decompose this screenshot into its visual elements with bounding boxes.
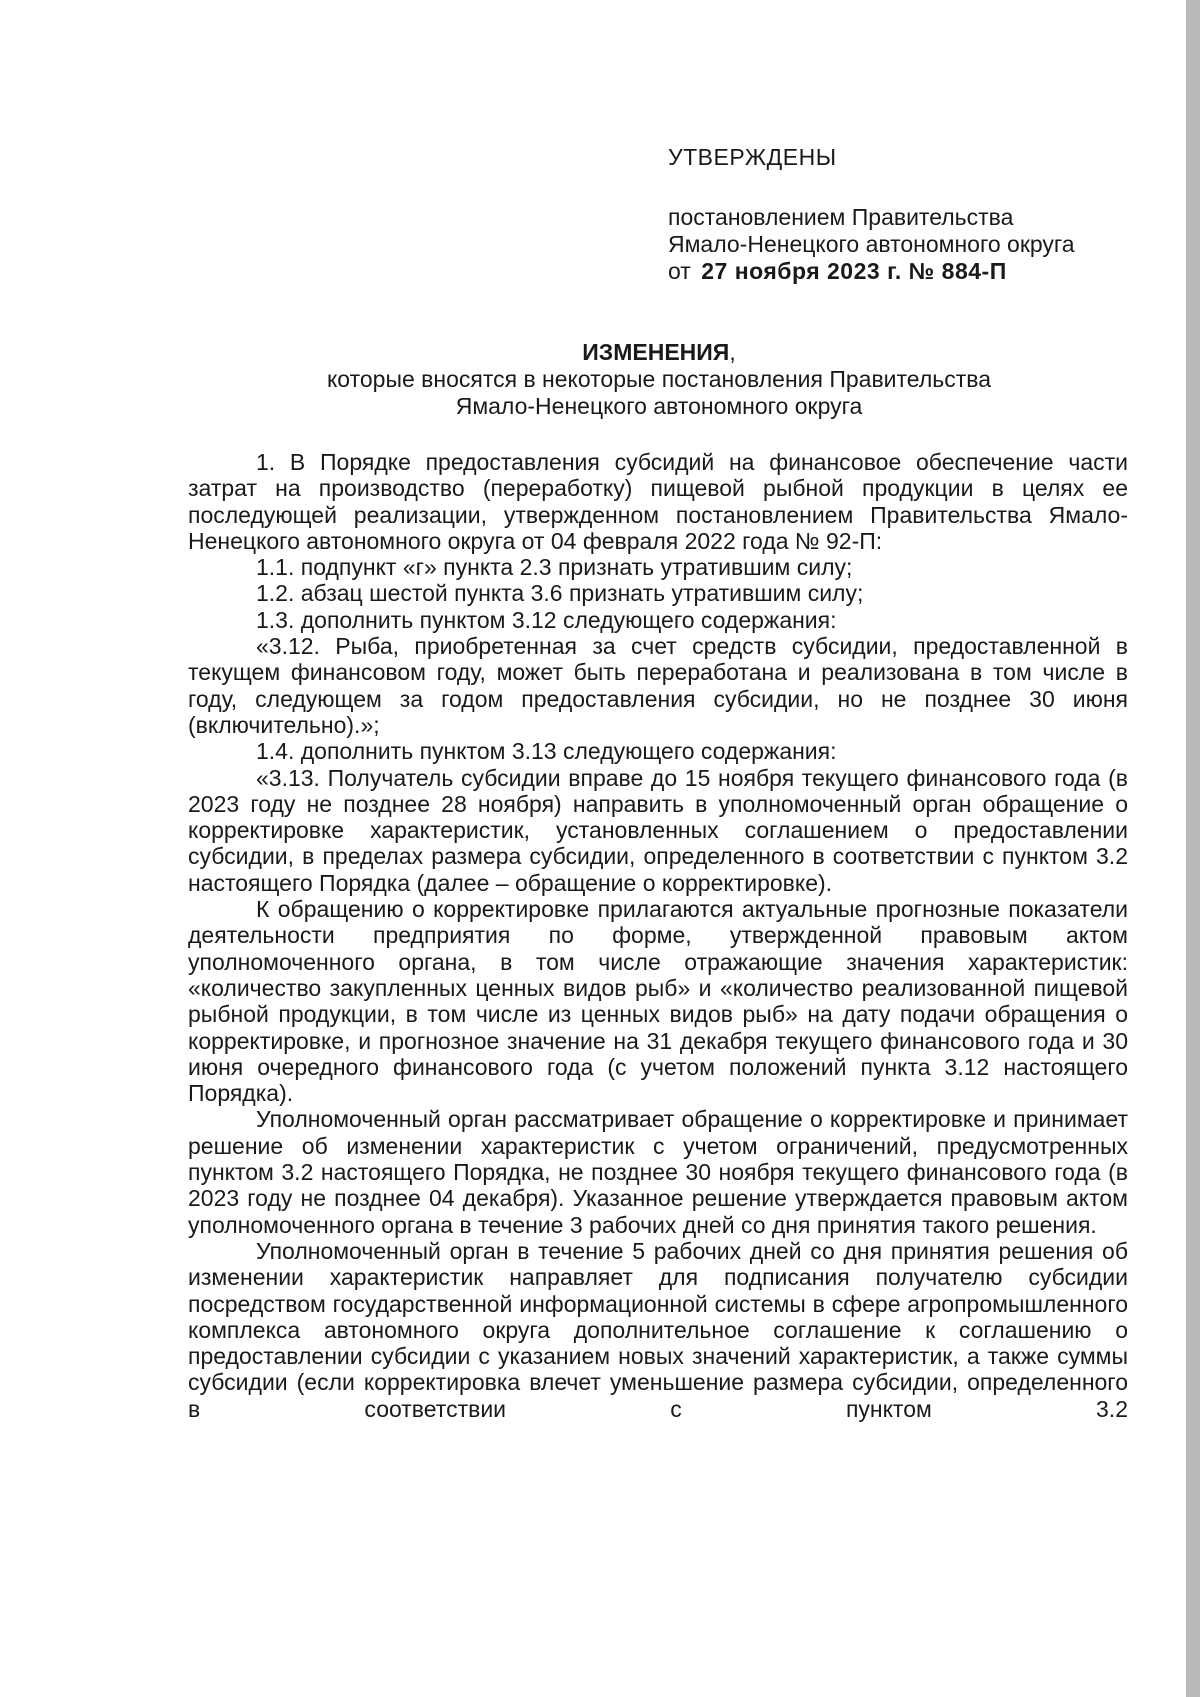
paragraph: Уполномоченный орган в течение 5 рабочих дней со дня принятия решения об изменении характеристик направляет для подписания получателю субсидии посредством государственной информационной системы в сфере агропромышленного комплекса автономного округа дополнительное соглашение к соглашению о предоставлении субсидии с указанием новых значений характеристик, а также суммы субсидии (если корректировка влечет уменьшение размера субсидии, определенного в соответствии с пунктом 3.2 xyxy=(188,1237,1128,1422)
approval-line-2: Ямало-Ненецкого автономного округа xyxy=(668,231,1075,257)
paragraph: 1.4. дополнить пунктом 3.13 следующего содержания: xyxy=(256,738,837,765)
approval-date-prefix: от xyxy=(668,258,691,284)
title-line-2: Ямало-Ненецкого автономного округа xyxy=(455,393,863,419)
approval-date-line xyxy=(668,258,1075,285)
title-heading: ИЗМЕНЕНИЯ xyxy=(582,339,730,365)
paragraph: 1.3. дополнить пунктом 3.12 следующего содержания: xyxy=(256,606,837,633)
approval-line-1: постановлением Правительства xyxy=(668,204,1014,230)
document-body xyxy=(188,449,1128,1422)
document-title xyxy=(190,339,1128,420)
paragraph: К обращению о корректировке прилагаются актуальные прогнозные показатели деятельности предприятия по форме, утвержденной правовым актом уполномоченного органа, в том числе отражающие значения характеристик: «количество закупленных ценных видов рыб» и «количество реализованной пищевой рыбной продукции, в том числе из ценных видов рыб» на дату подачи обращения о корректировке, и прогнозное значение на 31 декабря текущего финансового года и 30 июня очередного финансового года (с учетом положений пункта 3.12 настоящего Порядка). xyxy=(188,896,1128,1107)
approval-heading: УТВЕРЖДЕНЫ xyxy=(668,144,837,170)
title-heading-comma: , xyxy=(729,339,736,365)
paragraph: «3.12. Рыба, приобретенная за счет средств субсидии, предоставленной в текущем финансовом году, может быть переработана и реализована в том числе в году, следующем за годом предоставления субсидии, но не позднее 30 июня (включительно).»; xyxy=(188,633,1128,738)
paragraph: 1.2. абзац шестой пункта 3.6 признать утратившим силу; xyxy=(256,580,864,607)
paragraph: 1. В Порядке предоставления субсидий на финансовое обеспечение части затрат на производство (переработку) пищевой рыбной продукции в целях ее последующей реализации, утвержденном постановлением Правительства Ямало-Ненецкого автономного округа от 04 февраля 2022 года № 92-П: xyxy=(188,449,1128,554)
paragraph: «3.13. Получатель субсидии вправе до 15 ноября текущего финансового года (в 2023 году не позднее 28 ноября) направить в уполномоченный орган обращение о корректировке характеристик, установленных соглашением о предоставлении субсидии, в пределах размера субсидии, определенного в соответствии с пунктом 3.2 настоящего Порядка (далее – обращение о корректировке). xyxy=(188,764,1128,896)
paragraph: 1.1. подпункт «г» пункта 2.3 признать утратившим силу; xyxy=(256,554,853,581)
approval-date-stamp: 27 ноября 2023 г. № 884-П xyxy=(701,258,1007,284)
approval-block xyxy=(668,144,1075,285)
title-line-1: которые вносятся в некоторые постановления Правительства xyxy=(326,366,992,392)
page-edge xyxy=(1186,0,1200,1697)
paragraph: Уполномоченный орган рассматривает обращение о корректировке и принимает решение об изменении характеристик с учетом ограничений, предусмотренных пунктом 3.2 настоящего Порядка, не позднее 30 ноября текущего финансового года (в 2023 году не позднее 04 декабря). Указанное решение утверждается правовым актом уполномоченного органа в течение 3 рабочих дней со дня принятия такого решения. xyxy=(188,1106,1128,1238)
